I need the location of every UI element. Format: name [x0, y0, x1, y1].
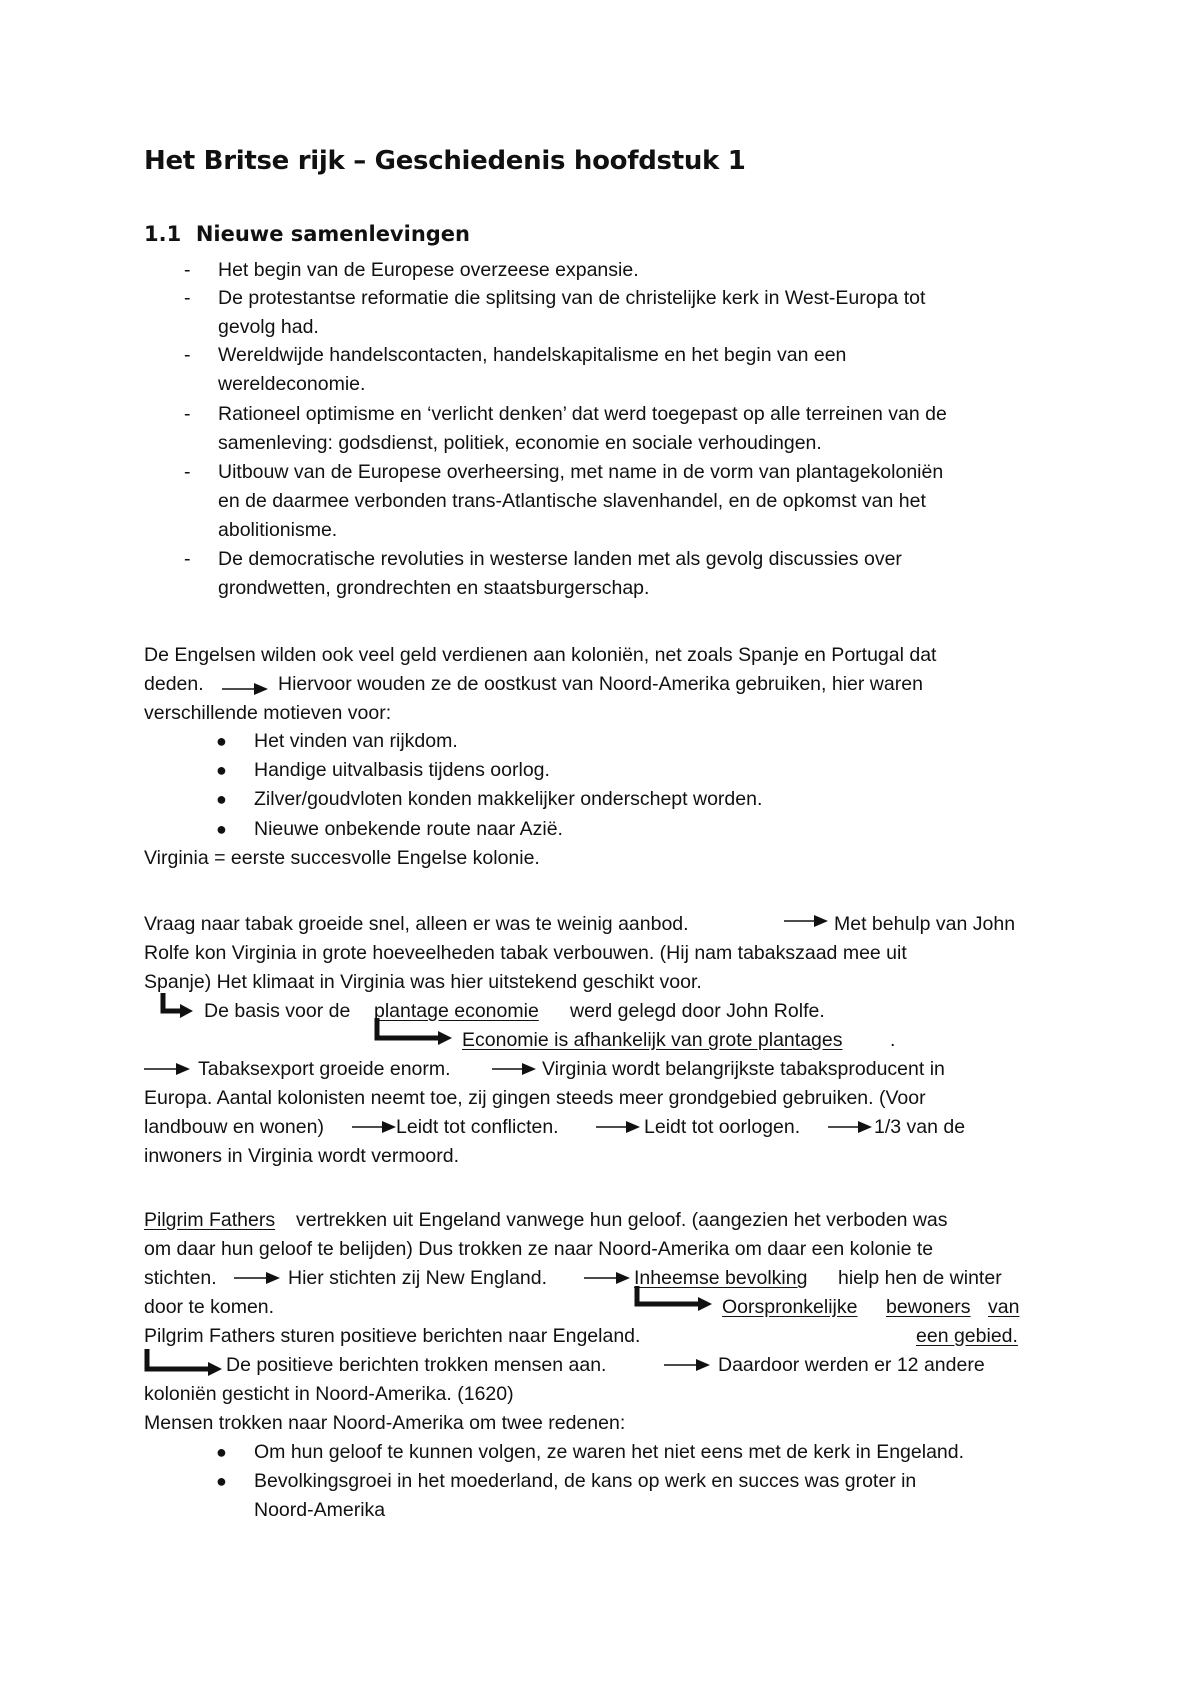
underlined-definition: Oorspronkelijke — [722, 1296, 858, 1318]
arrow-right-icon — [144, 1063, 190, 1075]
text-line: verschillende motieven voor: — [144, 702, 392, 724]
arrow-right-icon — [584, 1272, 630, 1284]
text-line: Rolfe kon Virginia in grote hoeveelheden tabak verbouwen. (Hij nam tabakszaad mee uit — [144, 942, 907, 964]
bullet-icon: ● — [216, 819, 227, 839]
list-item: Het begin van de Europese overzeese expansie. — [218, 259, 639, 281]
elbow-arrow-icon — [634, 1286, 714, 1314]
arrow-right-icon — [492, 1063, 536, 1075]
bullet-icon: ● — [216, 731, 227, 751]
text-line: De positieve berichten trokken mensen aan. — [226, 1354, 607, 1376]
text-line: Vraag naar tabak groeide snel, alleen er was te weinig aanbod. — [144, 913, 689, 935]
dash-marker: - — [184, 259, 191, 281]
text-line: Virginia wordt belangrijkste tabaksproducent in — [542, 1058, 945, 1080]
list-item: Rationeel optimisme en ‘verlicht denken’ dat werd toegepast op alle terreinen van de — [218, 403, 947, 425]
underlined-definition: van — [988, 1296, 1020, 1318]
bullet-item: Handige uitvalbasis tijdens oorlog. — [254, 759, 550, 781]
list-item-continuation: en de daarmee verbonden trans-Atlantische slavenhandel, en de opkomst van het — [218, 490, 926, 512]
section-number: 1.1 — [144, 222, 182, 246]
underlined-term: Inheemse bevolking — [634, 1267, 808, 1289]
section-title: Nieuwe samenlevingen — [195, 222, 470, 246]
underlined-definition: bewoners — [886, 1296, 971, 1318]
text-line: stichten. — [144, 1267, 217, 1289]
list-item: Wereldwijde handelscontacten, handelskapitalisme en het begin van een — [218, 344, 847, 366]
text-line: Europa. Aantal kolonisten neemt toe, zij gingen steeds meer grondgebied gebruiken. (Voor — [144, 1087, 926, 1109]
text-line: . — [890, 1029, 896, 1051]
text-line: koloniën gesticht in Noord-Amerika. (1620) — [144, 1383, 514, 1405]
text-line: Met behulp van John — [834, 913, 1016, 935]
elbow-arrow-icon — [160, 993, 194, 1023]
arrow-right-icon — [352, 1121, 396, 1133]
text-line: Hier stichten zij New England. — [288, 1267, 548, 1289]
dash-marker: - — [184, 403, 191, 425]
bullet-item: Bevolkingsgroei in het moederland, de kans op werk en succes was groter in — [254, 1470, 917, 1492]
text-line: om daar hun geloof te belijden) Dus trokken ze naar Noord-Amerika om daar een kolonie te — [144, 1238, 934, 1260]
bullet-item-continuation: Noord-Amerika — [254, 1499, 386, 1521]
list-item: De democratische revoluties in westerse landen met als gevolg discussies over — [218, 548, 902, 570]
bullet-icon: ● — [216, 1442, 227, 1462]
text-line: Leidt tot oorlogen. — [644, 1116, 801, 1138]
underlined-term: Pilgrim Fathers — [144, 1209, 276, 1231]
dash-marker: - — [184, 287, 191, 309]
text-line: Daardoor werden er 12 andere — [718, 1354, 985, 1376]
dash-marker: - — [184, 461, 191, 483]
text-line: De Engelsen wilden ook veel geld verdienen aan koloniën, net zoals Spanje en Portugal dat — [144, 644, 937, 666]
underlined-term: plantage economie — [374, 1000, 539, 1022]
text-line: Pilgrim Fathers sturen positieve berichten naar Engeland. — [144, 1325, 641, 1347]
arrow-right-icon — [828, 1121, 872, 1133]
text-line: landbouw en wonen) — [144, 1116, 324, 1138]
text-line: deden. — [144, 673, 204, 695]
text-line: inwoners in Virginia wordt vermoord. — [144, 1145, 460, 1167]
dash-marker: - — [184, 344, 191, 366]
elbow-arrow-icon — [144, 1349, 224, 1379]
arrow-right-icon — [234, 1272, 280, 1284]
text-line: Hiervoor wouden ze de oostkust van Noord-Amerika gebruiken, hier waren — [278, 673, 923, 695]
underlined-definition: Economie is afhankelijk van grote plantages — [462, 1029, 843, 1051]
bullet-item: Nieuwe onbekende route naar Azië. — [254, 818, 563, 840]
text-line: Virginia = eerste succesvolle Engelse kolonie. — [144, 847, 540, 869]
text-line: Leidt tot conflicten. — [396, 1116, 559, 1138]
text-line: hielp hen de winter — [838, 1267, 1002, 1289]
list-item: Uitbouw van de Europese overheersing, met name in de vorm van plantagekoloniën — [218, 461, 944, 483]
text-line: door te komen. — [144, 1296, 275, 1318]
bullet-item: Zilver/goudvloten konden makkelijker onderschept worden. — [254, 788, 763, 810]
arrow-right-icon — [784, 915, 828, 927]
list-item-continuation: samenleving: godsdienst, politiek, economie en sociale verhoudingen. — [218, 432, 822, 454]
text-line: werd gelegd door John Rolfe. — [570, 1000, 825, 1022]
bullet-icon: ● — [216, 789, 227, 809]
list-item-continuation: abolitionisme. — [218, 519, 338, 541]
text-line: 1/3 van de — [874, 1116, 966, 1138]
bullet-item: Het vinden van rijkdom. — [254, 730, 458, 752]
list-item-continuation: wereldeconomie. — [218, 373, 366, 395]
list-item: De protestantse reformatie die splitsing van de christelijke kerk in West-Europa tot — [218, 287, 926, 309]
section-heading — [144, 222, 470, 246]
text-line: De basis voor de — [204, 1000, 351, 1022]
bullet-icon: ● — [216, 760, 227, 780]
arrow-right-icon — [222, 683, 268, 695]
arrow-right-icon — [596, 1121, 640, 1133]
underlined-definition: een gebied. — [916, 1325, 1018, 1347]
text-line: Spanje) Het klimaat in Virginia was hier uitstekend geschikt voor. — [144, 971, 702, 993]
elbow-arrow-icon — [374, 1018, 454, 1048]
text-line: Mensen trokken naar Noord-Amerika om twee redenen: — [144, 1412, 626, 1434]
list-item-continuation: gevolg had. — [218, 316, 319, 338]
arrow-right-icon — [664, 1359, 710, 1371]
text-line: vertrekken uit Engeland vanwege hun geloof. (aangezien het verboden was — [296, 1209, 948, 1231]
dash-marker: - — [184, 548, 191, 570]
page-title: Het Britse rijk – Geschiedenis hoofdstuk 1 — [144, 146, 746, 176]
bullet-item: Om hun geloof te kunnen volgen, ze waren het niet eens met de kerk in Engeland. — [254, 1441, 965, 1463]
list-item-continuation: grondwetten, grondrechten en staatsburgerschap. — [218, 577, 650, 599]
text-line: Tabaksexport groeide enorm. — [198, 1058, 451, 1080]
bullet-icon: ● — [216, 1471, 227, 1491]
